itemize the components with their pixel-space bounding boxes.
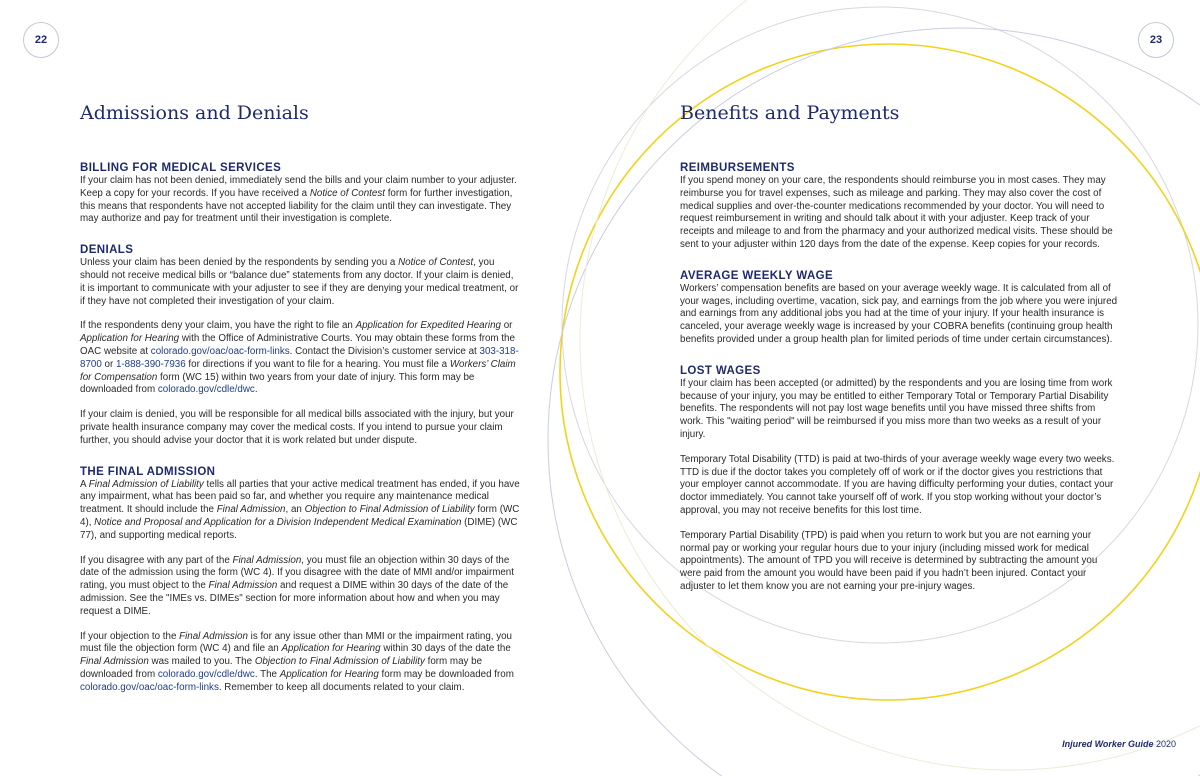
lost-wages-paragraph-3: Temporary Partial Disability (TPD) is paid when you return to work but you are not earning your normal pay or working your regular hours due to your injury (including missed work for medical appointments). The amount of TPD you will receive is determined by subtracting the amount you were paid from the amount you would have been paid if you hadn’t been injured. Contact your adjuster to let them know you are not earning your pre-injury wages. <box>680 529 1098 592</box>
phone-link-tollfree[interactable]: 1-888-390-7936 <box>115 358 186 370</box>
denials-paragraph-2: If the respondents deny your claim, you have the right to file an Application for Expedited Hearing or Application for Hearing with the Office of Administrative Courts. You may obtain these forms from the OAC website at colorado.gov/oac/oac-form-links. Contact the Division’s customer service at 303-318-8700 or 1-888-390-7936 for directions if you want to file for a hearing. You must file a Workers’ Claim for Compensation form (WC 15) within two years from your date of injury. This form may be downloaded from colorado.gov/cdle/dwc. <box>80 320 519 396</box>
reimbursements-paragraph: If you spend money on your care, the respondents should reimburse you in most cases. They may reimburse you for travel expenses, such as mileage and parking. They may also cover the cost of medical supplies and over-the-counter medications recommended by your doctor. You will need to request reimbursement in writing and should talk about it with your adjuster. Keep track of your receipts and mileage to and from the pharmacy and your authorized medical visits. These should be sent to your adjuster within 120 days from the date of the expense. Keep copies for your records. <box>680 175 1113 250</box>
aww-paragraph: Workers’ compensation benefits are based on your average weekly wage. It is calculated from all of your wages, including overtime, vacation, sick pay, and earnings from the job where you were injured and earnings from any additional jobs you had at the time of your injury. If your health insurance is canceled, your average weekly wage is increased by your COBRA benefits (continuing group health benefits provided under a group health plan for limited periods of time under certain circumstances). <box>680 282 1118 345</box>
heading-reimbursements: REIMBURSEMENTS <box>680 162 795 174</box>
lost-wages-paragraph-2: Temporary Total Disability (TTD) is paid at two-thirds of your average weekly wage every two weeks. TTD is due if the doctor takes you completely off of work or if the doctor gives you restrictions that your employer cannot accommodate. If you are having difficulty performing your duties, contact your doctor immediately. You cannot take yourself off of work. If you stop working without your doctor’s approval, you may not receive benefits for this lost time. <box>680 453 1115 516</box>
page-number-left: 22 <box>23 22 59 58</box>
phone-link-local[interactable]: 303-318-8700 <box>80 345 519 370</box>
right-column <box>680 100 1120 612</box>
footer <box>1062 739 1176 749</box>
section-billing <box>80 162 520 226</box>
page-title-admissions: Admissions and Denials <box>80 102 309 124</box>
section-denials <box>80 244 520 447</box>
denials-paragraph-3: If your claim is denied, you will be responsible for all medical bills associated with the injury, but your private health insurance company may cover the medical costs. If you intend to pursue your claim further, you should advise your doctor that it is work related but under dispute. <box>80 409 514 446</box>
denials-paragraph-1: Unless your claim has been denied by the respondents by sending you a Notice of Contest, you should not receive medical bills or “balance due” statements from any doctor. If your claim is denied, it is important to communicate with your adjuster to see if they are denying your medical treatment, or if they have not completed their investigation of your claim. <box>80 257 519 307</box>
heading-average-weekly-wage: AVERAGE WEEKLY WAGE <box>680 269 834 282</box>
footer-year: 2020 <box>1155 739 1176 749</box>
page-title-benefits: Benefits and Payments <box>680 102 900 124</box>
section-reimbursements <box>680 162 1120 252</box>
final-admission-paragraph-2: If you disagree with any part of the Final Admission, you must file an objection within 30 days of the date of the admission using the form (WC 4). If you disagree with the date of MMI and/or impairment rating, you must object to the Final Admission and request a DIME within 30 days of the date of the admission. See the "IMEs vs. DIMEs" section for more information about how and when you may request a DIME. <box>80 554 514 617</box>
oac-forms-link[interactable]: colorado.gov/oac/oac-form-links <box>150 345 290 357</box>
page-number-right: 23 <box>1138 22 1174 58</box>
section-average-weekly-wage <box>680 270 1120 347</box>
heading-denials: DENIALS <box>80 244 134 257</box>
heading-lost-wages: LOST WAGES <box>680 364 761 377</box>
section-final-admission <box>80 466 520 695</box>
dwc-link[interactable]: colorado.gov/cdle/dwc <box>157 384 255 396</box>
footer-title: Injured Worker Guide <box>1062 739 1154 749</box>
left-column <box>80 100 520 713</box>
dwc-link-2[interactable]: colorado.gov/cdle/dwc <box>157 668 255 680</box>
final-admission-paragraph-1: A Final Admission of Liability tells all parties that your active medical treatment has ended, if you have any impairment, what has been paid so far, and whether you require any maintenance medical treatment. It should include the Final Admission, an Objection to Final Admission of Liability form (WC 4), Notice and Proposal and Application for a Division Independent Medical Examination (DIME) (WC 77), and supporting medical reports. <box>80 478 520 541</box>
final-admission-paragraph-3: If your objection to the Final Admission is for any issue other than MMI or the impairment rating, you must file the objection form (WC 4) and file an Application for Hearing within 30 days of the date the Final Admission was mailed to you. The Objection to Final Admission of Liability form may be downloaded from colorado.gov/cdle/dwc. The Application for Hearing form may be downloaded from colorado.gov/oac/oac-form-links. Remember to keep all documents related to your claim. <box>80 630 514 693</box>
billing-paragraph: If your claim has not been denied, immediately send the bills and your claim number to your adjuster. Keep a copy for your records. If you have received a Notice of Contest form for further investigation, this means that respondents have not accepted liability for the claim until they can investigate. They may authorize and pay for treatment until their investigation is complete. <box>80 175 517 225</box>
section-lost-wages <box>680 365 1120 594</box>
heading-final-admission: THE FINAL ADMISSION <box>80 465 216 478</box>
oac-forms-link-2[interactable]: colorado.gov/oac/oac-form-links <box>80 681 219 693</box>
heading-billing: BILLING FOR MEDICAL SERVICES <box>80 162 282 174</box>
lost-wages-paragraph-1: If your claim has been accepted (or admitted) by the respondents and you are losing time from work because of your injury, you may be entitled to either Temporary Total or Temporary Partial Disability benefits. The respondents will not pay lost wage benefits until you have missed three shifts from work. This "waiting period" will be reimbursed if you miss more than two weeks as a result of your injury. <box>680 377 1113 440</box>
